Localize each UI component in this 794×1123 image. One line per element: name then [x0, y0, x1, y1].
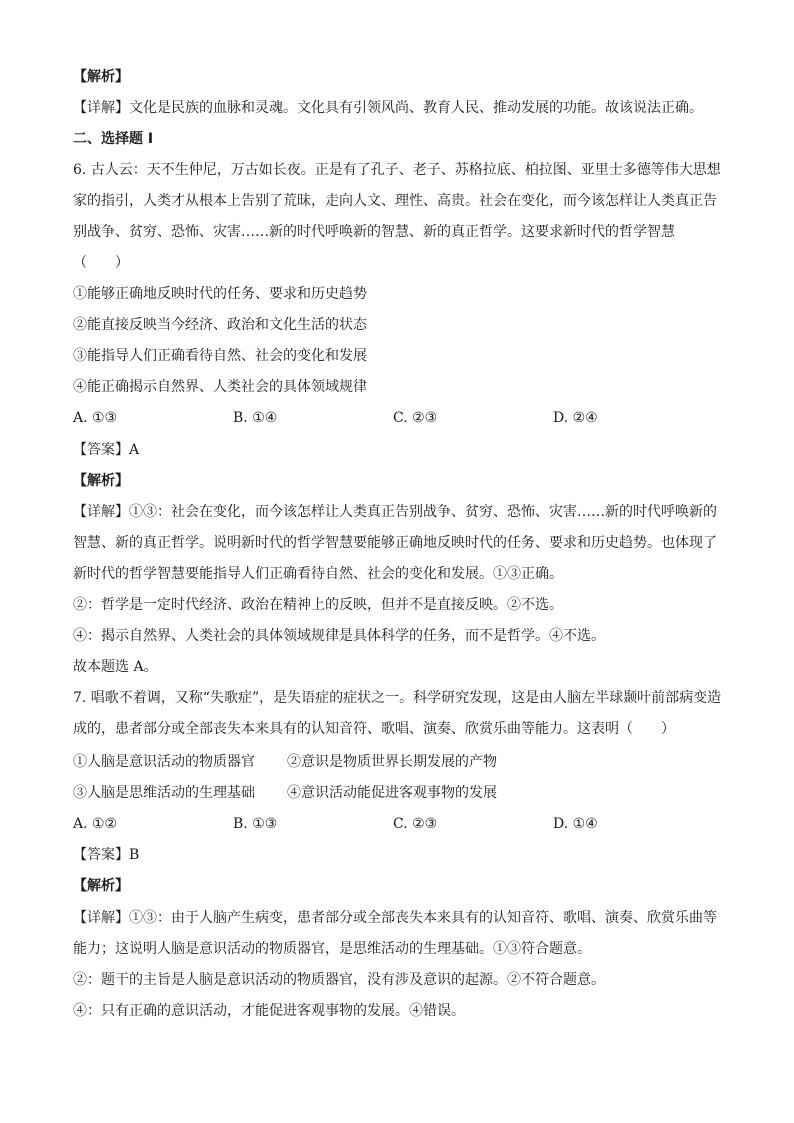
option-c: C. ②③ [393, 816, 438, 832]
statement-3: ③能指导人们正确看待自然、社会的变化和发展 [73, 348, 367, 364]
detail-text: 故本题选 A。 [73, 659, 158, 675]
question-7-stem-line: 成的，患者部分或全部丧失本来具有的认知音符、歌唱、演奏、欣赏乐曲等能力。这表明（ ） [73, 721, 675, 737]
option-d: D. ②④ [553, 410, 598, 426]
option-c: C. ②③ [393, 410, 438, 426]
question-7-stem-line: 7. 唱歌不着调，又称“失歌症”，是失语症的症状之一。科学研究发现，这是由人脑左半球颞叶前部病变造 [73, 690, 722, 706]
option-b: B. ①③ [233, 816, 278, 832]
statement-1: ①能够正确地反映时代的任务、要求和历史趋势 [73, 286, 367, 302]
question-6-stem-line: 家的指引，人类才从根本上告别了荒昧，走向人文、理性、高贵。社会在变化，而今该怎样让人类真正告 [73, 193, 717, 209]
detail-text: ④：只有正确的意识活动，才能促进客观事物的发展。④错误。 [73, 1003, 465, 1019]
option-a: A. ①③ [73, 410, 118, 426]
answer-blank: （ ） [73, 255, 129, 271]
detail-text: 【详解】①③：社会在变化，而今该怎样让人类真正告别战争、贫穷、恐怖、灾害……新的时代呼唤新的 [73, 504, 717, 520]
section-title: 二、选择题 I [73, 131, 154, 147]
statement-4: ④能正确揭示自然界、人类社会的具体领域规律 [73, 379, 367, 395]
statement-2: ②意识是物质世界长期发展的产物 [287, 754, 497, 770]
answer-line: 【答案】B [73, 847, 140, 863]
question-6-stem-line: 别战争、贫穷、恐怖、灾害……新的时代呼唤新的智慧、新的真正哲学。这要求新时代的哲学智慧 [73, 224, 675, 240]
detail-text: ②：题干的主旨是人脑是意识活动的物质器官，没有涉及意识的起源。②不符合题意。 [73, 972, 605, 988]
detail-text: 新时代的哲学智慧要能指导人们正确看待自然、社会的变化和发展。①③正确。 [73, 566, 563, 582]
option-b: B. ①④ [233, 410, 278, 426]
analysis-heading: 【解析】 [73, 69, 129, 85]
option-a: A. ①② [73, 816, 118, 832]
analysis-heading: 【解析】 [73, 878, 129, 894]
analysis-heading: 【解析】 [73, 473, 129, 489]
answer-line: 【答案】A [73, 442, 140, 458]
detail-text: ②：哲学是一定时代经济、政治在精神上的反映，但并不是直接反映。②不选。 [73, 597, 563, 613]
detail-text: 能力；这说明人脑是意识活动的物质器官，是思维活动的生理基础。①③符合题意。 [73, 941, 591, 957]
option-d: D. ①④ [553, 816, 598, 832]
question-6-stem-line: 6. 古人云：天不生仲尼，万古如长夜。正是有了孔子、老子、苏格拉底、柏拉图、亚里士多德等伟大思想 [73, 162, 721, 178]
detail-text: 智慧、新的真正哲学。说明新时代的哲学智慧要能够正确地反映时代的任务、要求和历史趋势。也体现了 [73, 535, 717, 551]
detail-text: ④：揭示自然界、人类社会的具体领域规律是具体科学的任务，而不是哲学。④不选。 [73, 628, 605, 644]
statement-1: ①人脑是意识活动的物质器官 [73, 754, 255, 770]
statement-4: ④意识活动能促进客观事物的发展 [287, 785, 497, 801]
detail-text: 【详解】①③：由于人脑产生病变，患者部分或全部丧失本来具有的认知音符、歌唱、演奏、欣赏乐曲等 [73, 910, 717, 926]
statement-3: ③人脑是思维活动的生理基础 [73, 785, 255, 801]
statement-2: ②能直接反映当今经济、政治和文化生活的状态 [73, 317, 367, 333]
detail-text: 【详解】文化是民族的血脉和灵魂。文化具有引领风尚、教育人民、推动发展的功能。故该说法正确。 [73, 100, 703, 116]
